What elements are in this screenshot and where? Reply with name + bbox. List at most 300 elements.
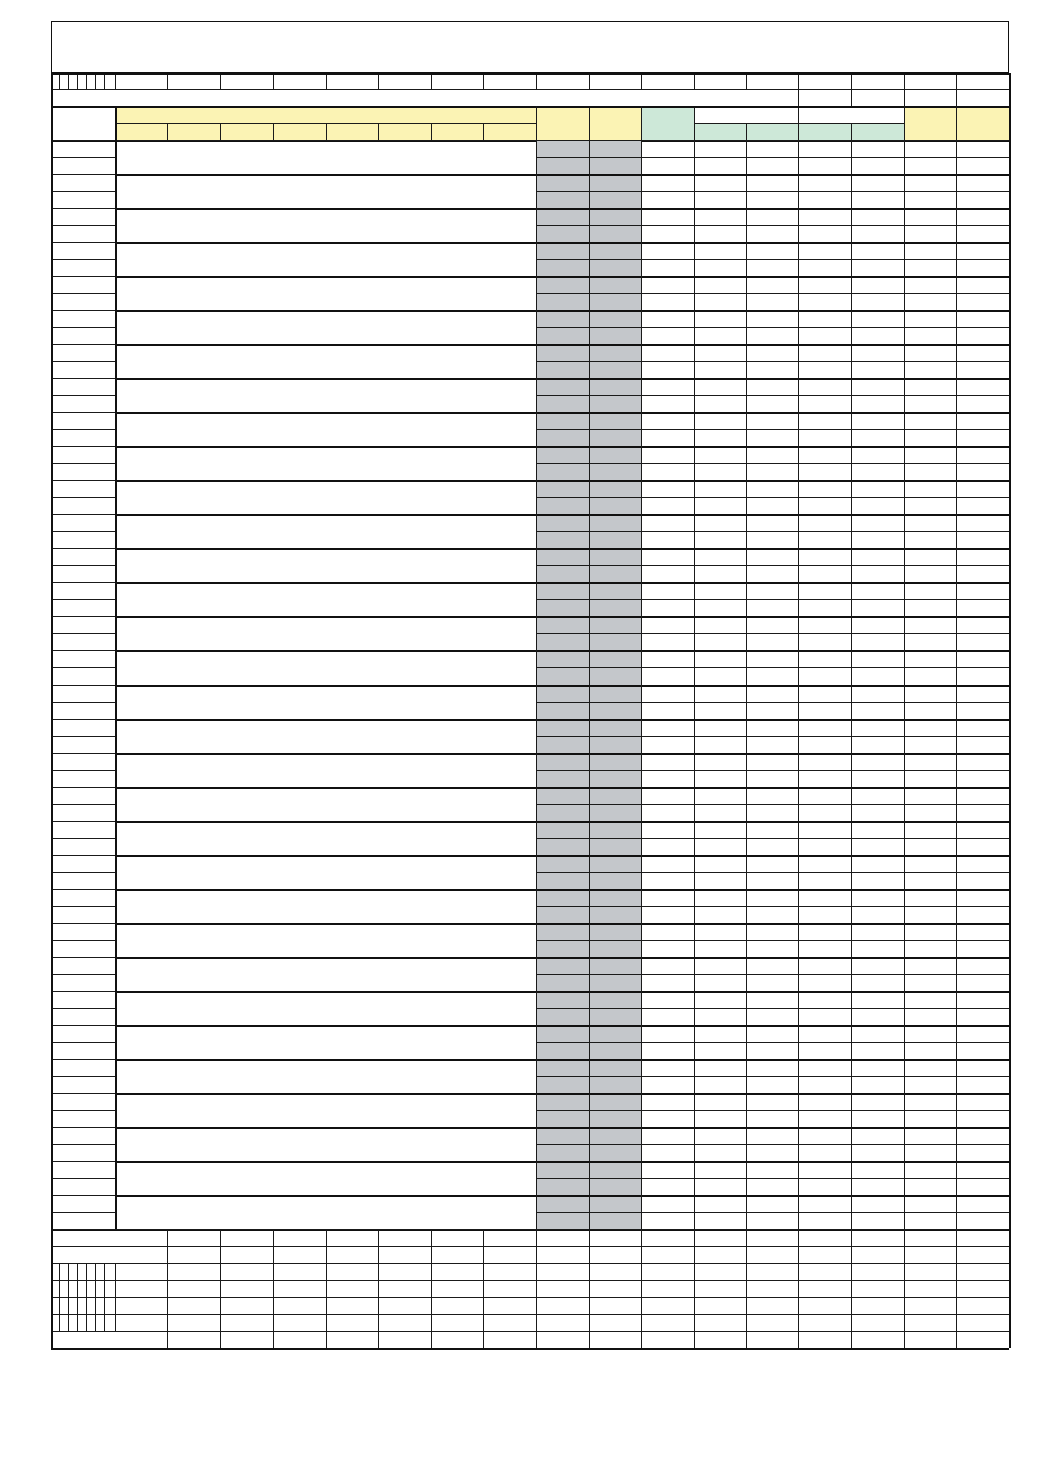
footer-value-cell[interactable] <box>956 1297 1009 1314</box>
footer-value-cell[interactable] <box>378 1229 431 1246</box>
data-cell[interactable] <box>746 633 798 650</box>
data-cell[interactable] <box>746 463 798 480</box>
shaded-value-cell[interactable] <box>536 616 589 633</box>
data-cell[interactable] <box>641 991 694 1008</box>
shaded-value-cell[interactable] <box>589 974 641 991</box>
footer-tick-box[interactable] <box>59 1263 68 1280</box>
footer-value-cell[interactable] <box>431 1229 483 1246</box>
data-cell[interactable] <box>641 650 694 667</box>
data-cell[interactable] <box>641 1212 694 1229</box>
data-cell[interactable] <box>641 429 694 446</box>
shaded-value-cell[interactable] <box>589 242 641 259</box>
data-cell[interactable] <box>904 497 956 514</box>
data-cell[interactable] <box>746 923 798 940</box>
data-cell[interactable] <box>798 344 851 361</box>
data-cell[interactable] <box>798 633 851 650</box>
header-cell[interactable] <box>167 73 220 89</box>
data-cell[interactable] <box>851 1025 904 1042</box>
data-cell[interactable] <box>746 889 798 906</box>
data-cell[interactable] <box>798 429 851 446</box>
data-cell[interactable] <box>694 804 746 821</box>
data-cell[interactable] <box>641 1059 694 1076</box>
row-label-cell[interactable] <box>51 1042 115 1059</box>
shaded-value-cell[interactable] <box>536 991 589 1008</box>
data-cell[interactable] <box>904 259 956 276</box>
shaded-value-cell[interactable] <box>536 1042 589 1059</box>
footer-value-cell[interactable] <box>589 1263 641 1280</box>
shaded-value-cell[interactable] <box>589 1212 641 1229</box>
data-cell[interactable] <box>746 582 798 599</box>
data-cell[interactable] <box>851 821 904 838</box>
data-cell[interactable] <box>798 293 851 310</box>
data-cell[interactable] <box>746 702 798 719</box>
shaded-value-cell[interactable] <box>536 565 589 582</box>
data-cell[interactable] <box>904 855 956 872</box>
data-cell[interactable] <box>694 1127 746 1144</box>
data-cell[interactable] <box>798 1144 851 1161</box>
footer-value-cell[interactable] <box>589 1229 641 1246</box>
data-cell[interactable] <box>798 463 851 480</box>
data-cell[interactable] <box>956 667 1009 684</box>
data-cell[interactable] <box>956 548 1009 565</box>
footer-value-cell[interactable] <box>167 1297 220 1314</box>
data-cell[interactable] <box>694 259 746 276</box>
data-cell[interactable] <box>641 616 694 633</box>
data-cell[interactable] <box>904 412 956 429</box>
data-cell[interactable] <box>641 872 694 889</box>
data-cell[interactable] <box>956 855 1009 872</box>
footer-value-cell[interactable] <box>536 1314 589 1331</box>
shaded-value-cell[interactable] <box>536 395 589 412</box>
data-cell[interactable] <box>904 1212 956 1229</box>
data-cell[interactable] <box>694 650 746 667</box>
data-cell[interactable] <box>694 310 746 327</box>
data-cell[interactable] <box>694 787 746 804</box>
data-cell[interactable] <box>746 787 798 804</box>
shaded-value-cell[interactable] <box>589 787 641 804</box>
footer-value-cell[interactable] <box>536 1229 589 1246</box>
data-cell[interactable] <box>746 940 798 957</box>
footer-value-cell[interactable] <box>220 1297 273 1314</box>
footer-value-cell[interactable] <box>326 1297 378 1314</box>
footer-value-cell[interactable] <box>589 1280 641 1297</box>
data-cell[interactable] <box>904 650 956 667</box>
footer-value-cell[interactable] <box>483 1297 536 1314</box>
data-cell[interactable] <box>694 480 746 497</box>
footer-value-cell[interactable] <box>167 1314 220 1331</box>
shaded-value-cell[interactable] <box>589 1178 641 1195</box>
data-cell[interactable] <box>904 242 956 259</box>
data-cell[interactable] <box>851 191 904 208</box>
footer-value-cell[interactable] <box>273 1263 326 1280</box>
data-cell[interactable] <box>694 327 746 344</box>
data-cell[interactable] <box>956 1127 1009 1144</box>
data-cell[interactable] <box>694 1161 746 1178</box>
header-cell[interactable] <box>431 73 483 89</box>
data-cell[interactable] <box>956 872 1009 889</box>
data-cell[interactable] <box>641 1110 694 1127</box>
footer-value-cell[interactable] <box>273 1246 326 1263</box>
footer-tick-box[interactable] <box>77 1297 86 1314</box>
row-label-cell[interactable] <box>51 616 115 633</box>
data-cell[interactable] <box>798 208 851 225</box>
data-cell[interactable] <box>641 293 694 310</box>
data-cell[interactable] <box>956 344 1009 361</box>
data-cell[interactable] <box>956 1212 1009 1229</box>
data-cell[interactable] <box>798 804 851 821</box>
footer-value-cell[interactable] <box>798 1314 851 1331</box>
footer-value-cell[interactable] <box>220 1314 273 1331</box>
data-cell[interactable] <box>956 1076 1009 1093</box>
data-cell[interactable] <box>694 225 746 242</box>
footer-tick-box[interactable] <box>104 1314 115 1331</box>
shaded-value-cell[interactable] <box>536 685 589 702</box>
data-cell[interactable] <box>694 344 746 361</box>
row-label-cell[interactable] <box>51 1127 115 1144</box>
data-cell[interactable] <box>956 940 1009 957</box>
footer-value-cell[interactable] <box>326 1246 378 1263</box>
row-label-cell[interactable] <box>51 344 115 361</box>
footer-value-cell[interactable] <box>851 1331 904 1348</box>
footer-value-cell[interactable] <box>536 1331 589 1348</box>
data-cell[interactable] <box>694 276 746 293</box>
data-cell[interactable] <box>956 957 1009 974</box>
data-cell[interactable] <box>956 1093 1009 1110</box>
data-cell[interactable] <box>694 497 746 514</box>
data-cell[interactable] <box>746 1110 798 1127</box>
data-cell[interactable] <box>694 889 746 906</box>
data-cell[interactable] <box>641 395 694 412</box>
shaded-value-cell[interactable] <box>589 599 641 616</box>
data-cell[interactable] <box>956 242 1009 259</box>
data-cell[interactable] <box>851 276 904 293</box>
description-cell[interactable] <box>115 889 536 923</box>
data-cell[interactable] <box>641 1127 694 1144</box>
shaded-value-cell[interactable] <box>589 276 641 293</box>
footer-tick-box[interactable] <box>59 1314 68 1331</box>
data-cell[interactable] <box>694 1110 746 1127</box>
footer-tick-box[interactable] <box>95 1314 104 1331</box>
data-cell[interactable] <box>746 616 798 633</box>
shaded-value-cell[interactable] <box>536 974 589 991</box>
data-cell[interactable] <box>746 1161 798 1178</box>
footer-value-cell[interactable] <box>746 1297 798 1314</box>
shaded-value-cell[interactable] <box>589 259 641 276</box>
data-cell[interactable] <box>641 548 694 565</box>
footer-value-cell[interactable] <box>746 1331 798 1348</box>
footer-value-cell[interactable] <box>589 1314 641 1331</box>
data-cell[interactable] <box>746 378 798 395</box>
data-cell[interactable] <box>641 1008 694 1025</box>
footer-value-cell[interactable] <box>904 1263 956 1280</box>
row-label-cell[interactable] <box>51 446 115 463</box>
description-cell[interactable] <box>115 1025 536 1059</box>
data-cell[interactable] <box>641 1161 694 1178</box>
footer-value-cell[interactable] <box>798 1297 851 1314</box>
data-cell[interactable] <box>694 616 746 633</box>
data-cell[interactable] <box>746 242 798 259</box>
data-cell[interactable] <box>851 667 904 684</box>
data-cell[interactable] <box>956 395 1009 412</box>
data-cell[interactable] <box>851 378 904 395</box>
row-label-cell[interactable] <box>51 140 115 157</box>
data-cell[interactable] <box>904 838 956 855</box>
data-cell[interactable] <box>904 1144 956 1161</box>
row-label-cell[interactable] <box>51 889 115 906</box>
shaded-value-cell[interactable] <box>536 940 589 957</box>
data-cell[interactable] <box>746 208 798 225</box>
row-label-cell[interactable] <box>51 1195 115 1212</box>
data-cell[interactable] <box>746 991 798 1008</box>
data-cell[interactable] <box>694 1195 746 1212</box>
footer-value-cell[interactable] <box>220 1246 273 1263</box>
data-cell[interactable] <box>641 1178 694 1195</box>
footer-value-cell[interactable] <box>956 1331 1009 1348</box>
data-cell[interactable] <box>694 1144 746 1161</box>
data-cell[interactable] <box>798 889 851 906</box>
description-cell[interactable] <box>115 1127 536 1161</box>
data-cell[interactable] <box>904 719 956 736</box>
data-cell[interactable] <box>746 1127 798 1144</box>
footer-value-cell[interactable] <box>273 1229 326 1246</box>
description-cell[interactable] <box>115 685 536 719</box>
data-cell[interactable] <box>746 1195 798 1212</box>
footer-value-cell[interactable] <box>798 1229 851 1246</box>
data-cell[interactable] <box>851 974 904 991</box>
data-cell[interactable] <box>851 1161 904 1178</box>
footer-value-cell[interactable] <box>641 1331 694 1348</box>
data-cell[interactable] <box>956 429 1009 446</box>
data-cell[interactable] <box>956 1008 1009 1025</box>
data-cell[interactable] <box>956 463 1009 480</box>
data-cell[interactable] <box>746 276 798 293</box>
row-label-cell[interactable] <box>51 225 115 242</box>
description-cell[interactable] <box>115 310 536 344</box>
data-cell[interactable] <box>851 650 904 667</box>
shaded-value-cell[interactable] <box>589 889 641 906</box>
shaded-value-cell[interactable] <box>589 702 641 719</box>
footer-value-cell[interactable] <box>641 1263 694 1280</box>
data-cell[interactable] <box>851 838 904 855</box>
footer-value-cell[interactable] <box>589 1246 641 1263</box>
data-cell[interactable] <box>956 1059 1009 1076</box>
footer-value-cell[interactable] <box>746 1280 798 1297</box>
data-cell[interactable] <box>746 1059 798 1076</box>
footer-value-cell[interactable] <box>431 1280 483 1297</box>
data-cell[interactable] <box>904 787 956 804</box>
data-cell[interactable] <box>904 174 956 191</box>
description-cell[interactable] <box>115 1093 536 1127</box>
data-cell[interactable] <box>956 906 1009 923</box>
shaded-value-cell[interactable] <box>589 157 641 174</box>
data-cell[interactable] <box>798 514 851 531</box>
footer-value-cell[interactable] <box>326 1229 378 1246</box>
data-cell[interactable] <box>956 378 1009 395</box>
row-label-cell[interactable] <box>51 1144 115 1161</box>
footer-value-cell[interactable] <box>904 1246 956 1263</box>
shaded-value-cell[interactable] <box>589 1093 641 1110</box>
data-cell[interactable] <box>746 685 798 702</box>
shaded-value-cell[interactable] <box>589 616 641 633</box>
footer-value-cell[interactable] <box>694 1331 746 1348</box>
shaded-value-cell[interactable] <box>536 753 589 770</box>
shaded-value-cell[interactable] <box>589 463 641 480</box>
footer-tick-box[interactable] <box>95 1297 104 1314</box>
data-cell[interactable] <box>798 599 851 616</box>
data-cell[interactable] <box>851 855 904 872</box>
shaded-value-cell[interactable] <box>536 1110 589 1127</box>
shaded-value-cell[interactable] <box>589 719 641 736</box>
footer-tick-box[interactable] <box>68 1263 77 1280</box>
data-cell[interactable] <box>904 753 956 770</box>
footer-value-cell[interactable] <box>851 1263 904 1280</box>
footer-value-cell[interactable] <box>798 1246 851 1263</box>
header-cell[interactable] <box>694 73 746 89</box>
shaded-value-cell[interactable] <box>589 310 641 327</box>
data-cell[interactable] <box>798 531 851 548</box>
data-cell[interactable] <box>694 1059 746 1076</box>
data-cell[interactable] <box>851 719 904 736</box>
data-cell[interactable] <box>798 906 851 923</box>
data-cell[interactable] <box>746 599 798 616</box>
data-cell[interactable] <box>904 702 956 719</box>
data-cell[interactable] <box>904 208 956 225</box>
shaded-value-cell[interactable] <box>536 378 589 395</box>
footer-value-cell[interactable] <box>694 1280 746 1297</box>
header-cell[interactable] <box>115 73 167 89</box>
row-label-cell[interactable] <box>51 702 115 719</box>
data-cell[interactable] <box>798 1195 851 1212</box>
data-cell[interactable] <box>746 770 798 787</box>
footer-tick-box[interactable] <box>104 1263 115 1280</box>
shaded-value-cell[interactable] <box>536 923 589 940</box>
data-cell[interactable] <box>904 872 956 889</box>
data-cell[interactable] <box>641 276 694 293</box>
shaded-value-cell[interactable] <box>589 923 641 940</box>
description-cell[interactable] <box>115 1195 536 1229</box>
shaded-value-cell[interactable] <box>589 361 641 378</box>
data-cell[interactable] <box>694 667 746 684</box>
shaded-value-cell[interactable] <box>536 242 589 259</box>
data-cell[interactable] <box>746 344 798 361</box>
footer-value-cell[interactable] <box>536 1280 589 1297</box>
shaded-value-cell[interactable] <box>589 1042 641 1059</box>
row-label-cell[interactable] <box>51 395 115 412</box>
row-label-cell[interactable] <box>51 838 115 855</box>
description-cell[interactable] <box>115 140 536 174</box>
data-cell[interactable] <box>694 702 746 719</box>
shaded-value-cell[interactable] <box>536 293 589 310</box>
shaded-value-cell[interactable] <box>536 1127 589 1144</box>
header-cell[interactable] <box>273 73 326 89</box>
shaded-value-cell[interactable] <box>536 633 589 650</box>
data-cell[interactable] <box>956 446 1009 463</box>
data-cell[interactable] <box>851 463 904 480</box>
data-cell[interactable] <box>798 770 851 787</box>
data-cell[interactable] <box>798 1076 851 1093</box>
description-cell[interactable] <box>115 344 536 378</box>
data-cell[interactable] <box>798 872 851 889</box>
footer-value-cell[interactable] <box>694 1246 746 1263</box>
footer-value-cell[interactable] <box>956 1229 1009 1246</box>
description-cell[interactable] <box>115 208 536 242</box>
footer-value-cell[interactable] <box>167 1263 220 1280</box>
data-cell[interactable] <box>746 157 798 174</box>
footer-value-cell[interactable] <box>220 1331 273 1348</box>
data-cell[interactable] <box>798 1042 851 1059</box>
row-label-cell[interactable] <box>51 599 115 616</box>
data-cell[interactable] <box>694 974 746 991</box>
data-cell[interactable] <box>798 616 851 633</box>
data-cell[interactable] <box>641 191 694 208</box>
data-cell[interactable] <box>746 667 798 684</box>
data-cell[interactable] <box>904 225 956 242</box>
data-cell[interactable] <box>694 633 746 650</box>
header-tick-box[interactable] <box>59 73 68 89</box>
footer-value-cell[interactable] <box>431 1297 483 1314</box>
footer-value-cell[interactable] <box>851 1246 904 1263</box>
data-cell[interactable] <box>746 855 798 872</box>
data-cell[interactable] <box>904 548 956 565</box>
data-cell[interactable] <box>694 446 746 463</box>
shaded-value-cell[interactable] <box>589 736 641 753</box>
data-cell[interactable] <box>641 1195 694 1212</box>
data-cell[interactable] <box>851 395 904 412</box>
footer-value-cell[interactable] <box>220 1229 273 1246</box>
footer-tick-box[interactable] <box>86 1280 95 1297</box>
data-cell[interactable] <box>956 770 1009 787</box>
data-cell[interactable] <box>694 514 746 531</box>
data-cell[interactable] <box>746 140 798 157</box>
data-cell[interactable] <box>956 191 1009 208</box>
footer-value-cell[interactable] <box>483 1229 536 1246</box>
shaded-value-cell[interactable] <box>536 157 589 174</box>
data-cell[interactable] <box>694 1093 746 1110</box>
shaded-value-cell[interactable] <box>536 344 589 361</box>
shaded-value-cell[interactable] <box>589 1008 641 1025</box>
header-cell[interactable] <box>641 73 694 89</box>
data-cell[interactable] <box>851 872 904 889</box>
footer-value-cell[interactable] <box>641 1297 694 1314</box>
data-cell[interactable] <box>746 1178 798 1195</box>
data-cell[interactable] <box>956 736 1009 753</box>
data-cell[interactable] <box>746 821 798 838</box>
data-cell[interactable] <box>904 361 956 378</box>
data-cell[interactable] <box>641 412 694 429</box>
description-cell[interactable] <box>115 855 536 889</box>
shaded-value-cell[interactable] <box>589 1025 641 1042</box>
data-cell[interactable] <box>694 991 746 1008</box>
data-cell[interactable] <box>798 1127 851 1144</box>
data-cell[interactable] <box>694 838 746 855</box>
data-cell[interactable] <box>694 906 746 923</box>
footer-tick-box[interactable] <box>59 1280 68 1297</box>
data-cell[interactable] <box>746 1076 798 1093</box>
data-cell[interactable] <box>956 1144 1009 1161</box>
data-cell[interactable] <box>851 923 904 940</box>
data-cell[interactable] <box>798 940 851 957</box>
description-cell[interactable] <box>115 787 536 821</box>
data-cell[interactable] <box>641 633 694 650</box>
footer-value-cell[interactable] <box>536 1263 589 1280</box>
footer-value-cell[interactable] <box>378 1314 431 1331</box>
shaded-value-cell[interactable] <box>589 940 641 957</box>
data-cell[interactable] <box>641 344 694 361</box>
shaded-value-cell[interactable] <box>589 1076 641 1093</box>
data-cell[interactable] <box>798 991 851 1008</box>
data-cell[interactable] <box>798 1161 851 1178</box>
data-cell[interactable] <box>798 821 851 838</box>
